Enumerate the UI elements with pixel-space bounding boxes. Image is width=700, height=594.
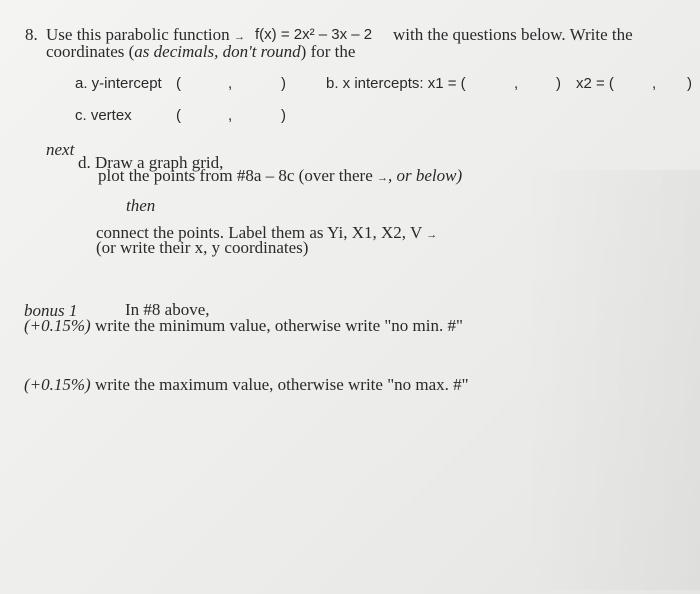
part-b-comma2: , [652,75,657,92]
part-a-close: ) [281,75,286,92]
part-d-line5: (or write their x, y coordinates) [96,238,309,257]
arrow-right-icon: → [234,31,245,43]
question-line2: coordinates (as decimals, don't round) for the [46,42,356,61]
part-c-close: ) [281,107,286,124]
part-a-comma: , [228,75,233,92]
question-intro-tail: with the questions below. Write the [393,25,633,44]
part-b-comma1: , [514,75,519,92]
part-a-open: ( [176,75,181,92]
bonus-min-line: (+0.15%) write the minimum value, otherwise write "no min. #" [24,316,463,335]
next-label: next [46,140,75,159]
part-c-comma: , [228,107,233,124]
part-d-line2: plot the points from #8a – 8c (over there →, or below) [98,166,463,185]
arrow-right-icon: → [377,172,389,184]
part-b-x2: x2 = ( [576,75,614,92]
part-a-label: a. y-intercept [75,75,162,92]
part-b-label: b. x intercepts: x1 = ( [326,75,466,92]
part-d-then: then [126,196,156,215]
page-shadow [520,170,700,590]
part-b-close1: ) [556,75,561,92]
arrow-right-icon: → [426,229,438,241]
function-label: f(x) = 2x² – 3x – 2 [255,26,373,43]
bonus-label: bonus 1 [24,301,78,320]
bonus-in-text: In #8 above, [125,300,210,319]
part-d-line1: d. Draw a graph grid, [78,153,224,172]
bonus-max-line: (+0.15%) write the maximum value, otherwise write "no max. #" [24,375,469,394]
part-d-line4: connect the points. Label them as Yi, X1, X2, V → [96,223,438,242]
question-number: 8. [25,25,38,44]
part-c-open: ( [176,107,181,124]
part-b-close2: ) [687,75,692,92]
part-c-label: c. vertex [75,107,132,124]
question-intro: Use this parabolic function [46,25,230,44]
